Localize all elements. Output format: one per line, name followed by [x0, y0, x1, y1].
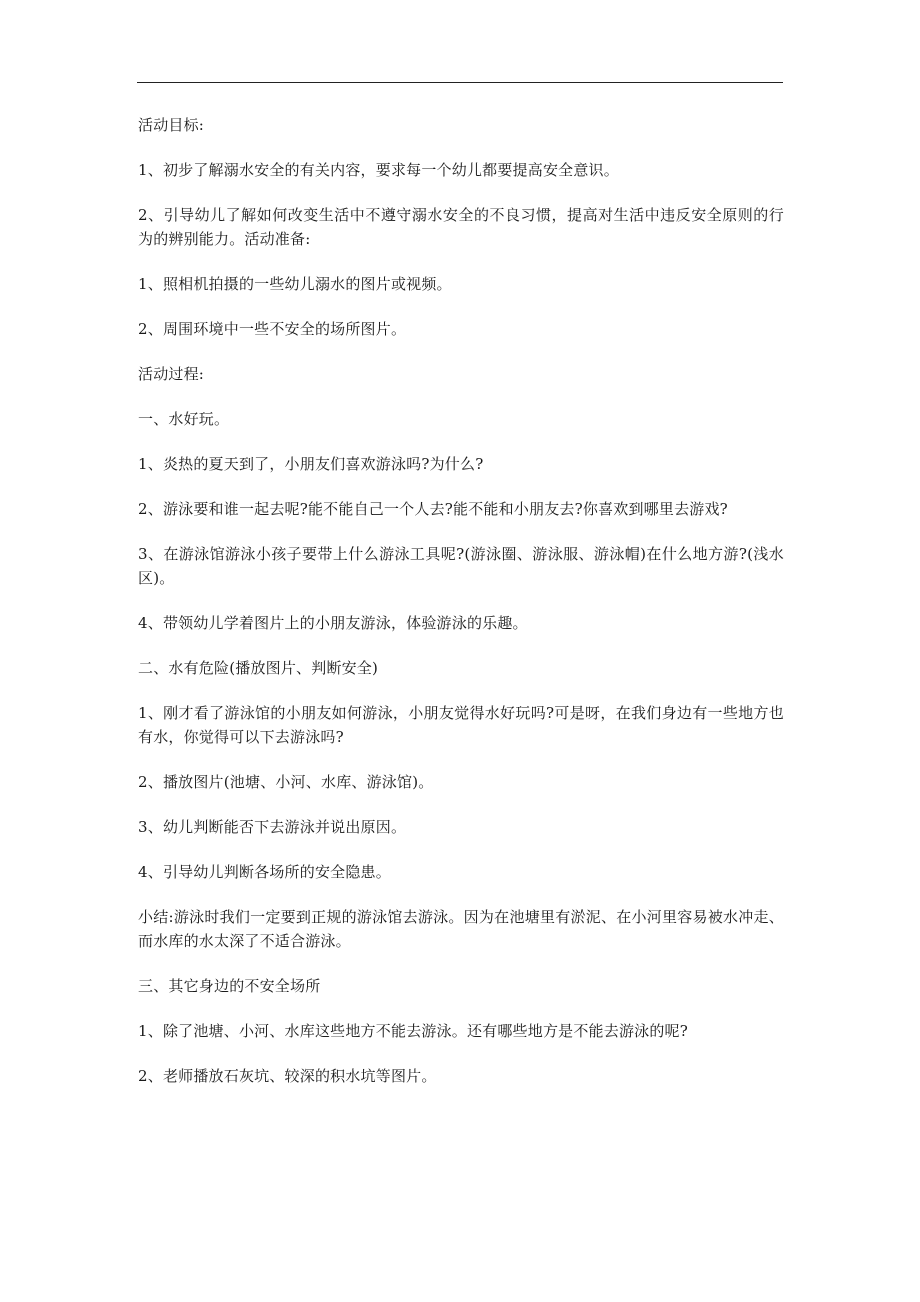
part1-item-3: 3、在游泳馆游泳小孩子要带上什么游泳工具呢?(游泳圈、游泳服、游泳帽)在什么地方游?(浅水区)。 [138, 545, 784, 587]
part1-item-1: 1、炎热的夏天到了，小朋友们喜欢游泳吗?为什么? [138, 455, 484, 473]
part2-summary: 小结:游泳时我们一定要到正规的游泳馆去游泳。因为在池塘里有淤泥、在小河里容易被水冲走、而水库的水太深了不适合游泳。 [138, 908, 784, 950]
part3-item-2: 2、老师播放石灰坑、较深的积水坑等图片。 [138, 1067, 437, 1085]
section-heading-process: 活动过程: [138, 365, 205, 383]
goal-item-2: 2、引导幼儿了解如何改变生活中不遵守溺水安全的不良习惯，提高对生活中违反安全原则的行为的辨别能力。活动准备: [138, 206, 784, 248]
part2-item-1: 1、刚才看了游泳馆的小朋友如何游泳，小朋友觉得水好玩吗?可是呀，在我们身边有一些地方也有水，你觉得可以下去游泳吗? [138, 704, 784, 746]
goal-item-1: 1、初步了解溺水安全的有关内容，要求每一个幼儿都要提高安全意识。 [138, 161, 619, 179]
part-heading-3: 三、其它身边的不安全场所 [138, 977, 321, 995]
header-rule [137, 82, 783, 83]
part2-item-3: 3、幼儿判断能否下去游泳并说出原因。 [138, 818, 407, 836]
part-heading-1: 一、水好玩。 [138, 410, 230, 428]
section-heading-goals: 活动目标: [138, 116, 205, 134]
part-heading-2: 二、水有危险(播放图片、判断安全) [138, 659, 379, 677]
prep-item-1: 1、照相机拍摄的一些幼儿溺水的图片或视频。 [138, 275, 452, 293]
prep-item-2: 2、周围环境中一些不安全的场所图片。 [138, 320, 407, 338]
part2-item-4: 4、引导幼儿判断各场所的安全隐患。 [138, 863, 391, 881]
part3-item-1: 1、除了池塘、小河、水库这些地方不能去游泳。还有哪些地方是不能去游泳的呢? [138, 1022, 688, 1040]
document-body [138, 113, 784, 1109]
part1-item-4: 4、带领幼儿学着图片上的小朋友游泳，体验游泳的乐趣。 [138, 614, 528, 632]
part2-item-2: 2、播放图片(池塘、小河、水库、游泳馆)。 [138, 773, 434, 791]
part1-item-2: 2、游泳要和谁一起去呢?能不能自己一个人去?能不能和小朋友去?你喜欢到哪里去游戏? [138, 500, 728, 518]
